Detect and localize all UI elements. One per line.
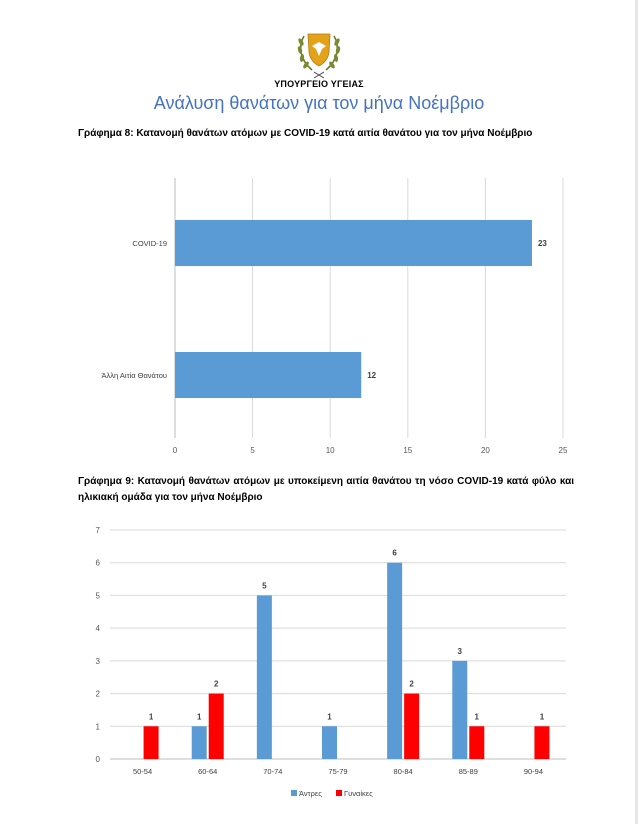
bar-women [534,726,549,759]
x-tick-label: 10 [325,446,335,455]
data-label: 1 [474,712,480,722]
y-tick-label: 6 [95,558,100,568]
x-tick-label: 20 [480,446,490,455]
bar-men [387,563,402,759]
category-label: 50-54 [132,767,153,776]
bar-women [404,694,419,759]
x-tick-label: 5 [250,446,255,455]
data-label: 1 [148,712,154,722]
data-label: 3 [457,646,463,656]
data-label: 6 [392,548,397,558]
chart-9-caption: Γράφημα 9: Κατανομή θανάτων ατόμων με υποκείμενη αιτία θανάτου τη νόσο COVID-19 κατά φύλο και ηλικιακή ομάδα για τον μήνα Νοέμβριο [78,476,574,503]
y-tick-label: 2 [95,689,100,699]
x-tick-label: 25 [558,446,568,455]
data-label: 23 [537,239,547,248]
y-tick-label: 0 [95,755,100,764]
category-label: 85-89 [458,767,478,776]
y-tick-label: 4 [95,624,100,634]
y-tick-label: 1 [95,722,100,732]
category-label: 60-64 [198,767,218,776]
category-label: 75-79 [328,767,348,776]
chart-9-gridlines [110,530,566,759]
bar-men [192,726,207,759]
bar-women [209,694,224,759]
category-label: 90-94 [523,767,544,776]
legend-swatch-men [291,790,297,796]
category-label: 80-84 [393,767,413,776]
x-tick-label: 0 [172,446,178,455]
bar-men [257,595,272,759]
data-label: 1 [327,712,332,722]
data-label: 1 [539,712,545,722]
data-label: 2 [409,679,414,689]
legend-label: Άντρες [299,789,322,798]
y-tick-label: 3 [95,656,100,666]
bar-men [322,726,337,759]
bar-women [469,726,484,759]
category-label: Άλλη Αιτία Θανάτου [101,371,167,380]
bar-women [144,726,159,759]
page-title: Ανάλυση θανάτων για τον μήνα Νοέμβριο [153,93,485,113]
bar-men [452,661,467,759]
category-label: 70-74 [263,767,283,776]
data-label: 2 [213,679,219,689]
x-tick-label: 15 [403,446,413,455]
ministry-name: ΥΠΟΥΡΓΕΙΟ ΥΓΕΙΑΣ [274,79,364,89]
category-label: COVID-19 [132,239,167,248]
y-tick-label: 5 [95,591,100,601]
legend-swatch-women [336,790,342,796]
data-label: 5 [262,581,267,591]
y-tick-label: 7 [95,526,100,535]
data-label: 1 [196,712,202,722]
data-label: 12 [367,371,377,380]
chart-9-legend [291,789,373,798]
chart-8-caption: Γράφημα 8: Κατανομή θανάτων ατόμων με COVID-19 κατά αιτία θανάτου για τον μήνα Νοέμβριο [78,128,533,139]
legend-label: Γυναίκες [344,789,373,798]
